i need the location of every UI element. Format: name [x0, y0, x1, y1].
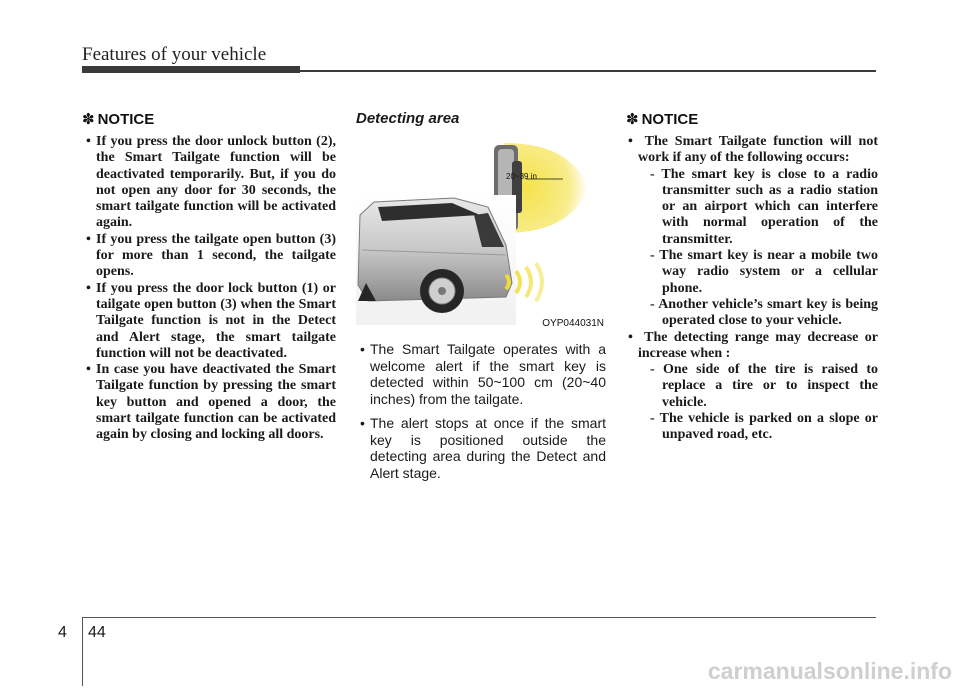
list-item: • If you press the door unlock button (2), the Smart Tailgate function will be deactivated temporarily. But, if you do not open any door for 30 seconds, the smart tailgate function will be activated again.	[82, 134, 336, 232]
sub-list-item: - The smart key is near a mobile two way radio system or a cellular phone.	[638, 248, 878, 297]
list-item-text: The Smart Tailgate function will not work if any of the following occurs:	[638, 134, 878, 166]
detecting-area-figure	[356, 135, 606, 331]
notice-mark-icon: ✽	[626, 111, 639, 128]
notice-title: NOTICE	[641, 111, 699, 128]
sub-list-item: - The vehicle is parked on a slope or unpaved road, etc.	[638, 411, 878, 444]
list-item	[626, 134, 878, 330]
range-label: 20~39 in	[506, 172, 537, 181]
header-rule-thin	[300, 70, 876, 72]
list-item: • If you press the tailgate open button (3) for more than 1 second, the tailgate opens.	[82, 232, 336, 281]
section-title: Detecting area	[356, 110, 460, 127]
sub-list	[638, 167, 878, 330]
footer-divider	[82, 618, 83, 686]
list-item: • If you press the door lock button (1) or tailgate open button (3) when the Smart Tailgate function is not in the Detect and Alert stage, the smart tailgate function will not be deactivated.	[82, 281, 336, 362]
left-column	[82, 110, 336, 444]
sub-list-item: - One side of the tire is raised to replace a tire or to inspect the vehicle.	[638, 362, 878, 411]
notice-list	[82, 134, 336, 444]
middle-column	[356, 110, 606, 489]
notice-heading	[626, 110, 878, 128]
list-item: • In case you have deactivated the Smart Tailgate function by pressing the smart key button and opened a door, the smart tailgate function can be activated again by closing and locking all doors.	[82, 362, 336, 443]
sub-list-item: - Another vehicle’s smart key is being operated close to your vehicle.	[638, 297, 878, 330]
footer-rule	[82, 617, 876, 618]
watermark: carmanualsonline.info	[707, 658, 952, 684]
sub-list-item: - The smart key is close to a radio transmitter such as a radio station or an airport which can interfere with normal operation of the transmitter.	[638, 167, 878, 248]
chapter-number: 4	[58, 624, 67, 641]
header-rule-thick	[82, 66, 300, 73]
notice-mark-icon: ✽	[82, 111, 95, 128]
sub-list	[638, 362, 878, 443]
notice-heading	[82, 110, 336, 128]
list-item-text: The detecting range may decrease or increase when :	[638, 329, 878, 361]
vehicle-illustration	[356, 135, 606, 331]
page-header-title: Features of your vehicle	[82, 44, 267, 65]
detecting-area-list	[356, 341, 606, 481]
notice-list	[626, 134, 878, 444]
right-column	[626, 110, 878, 444]
page-number: 44	[88, 624, 106, 641]
list-item	[626, 330, 878, 444]
figure-code: OYP044031N	[542, 318, 604, 329]
notice-title: NOTICE	[97, 111, 155, 128]
list-item: • The alert stops at once if the smart key is positioned outside the detecting area during the Detect and Alert stage.	[356, 415, 606, 481]
list-item: • The Smart Tailgate operates with a welcome alert if the smart key is detected within 50~100 cm (20~40 inches) from the tailgate.	[356, 341, 606, 407]
